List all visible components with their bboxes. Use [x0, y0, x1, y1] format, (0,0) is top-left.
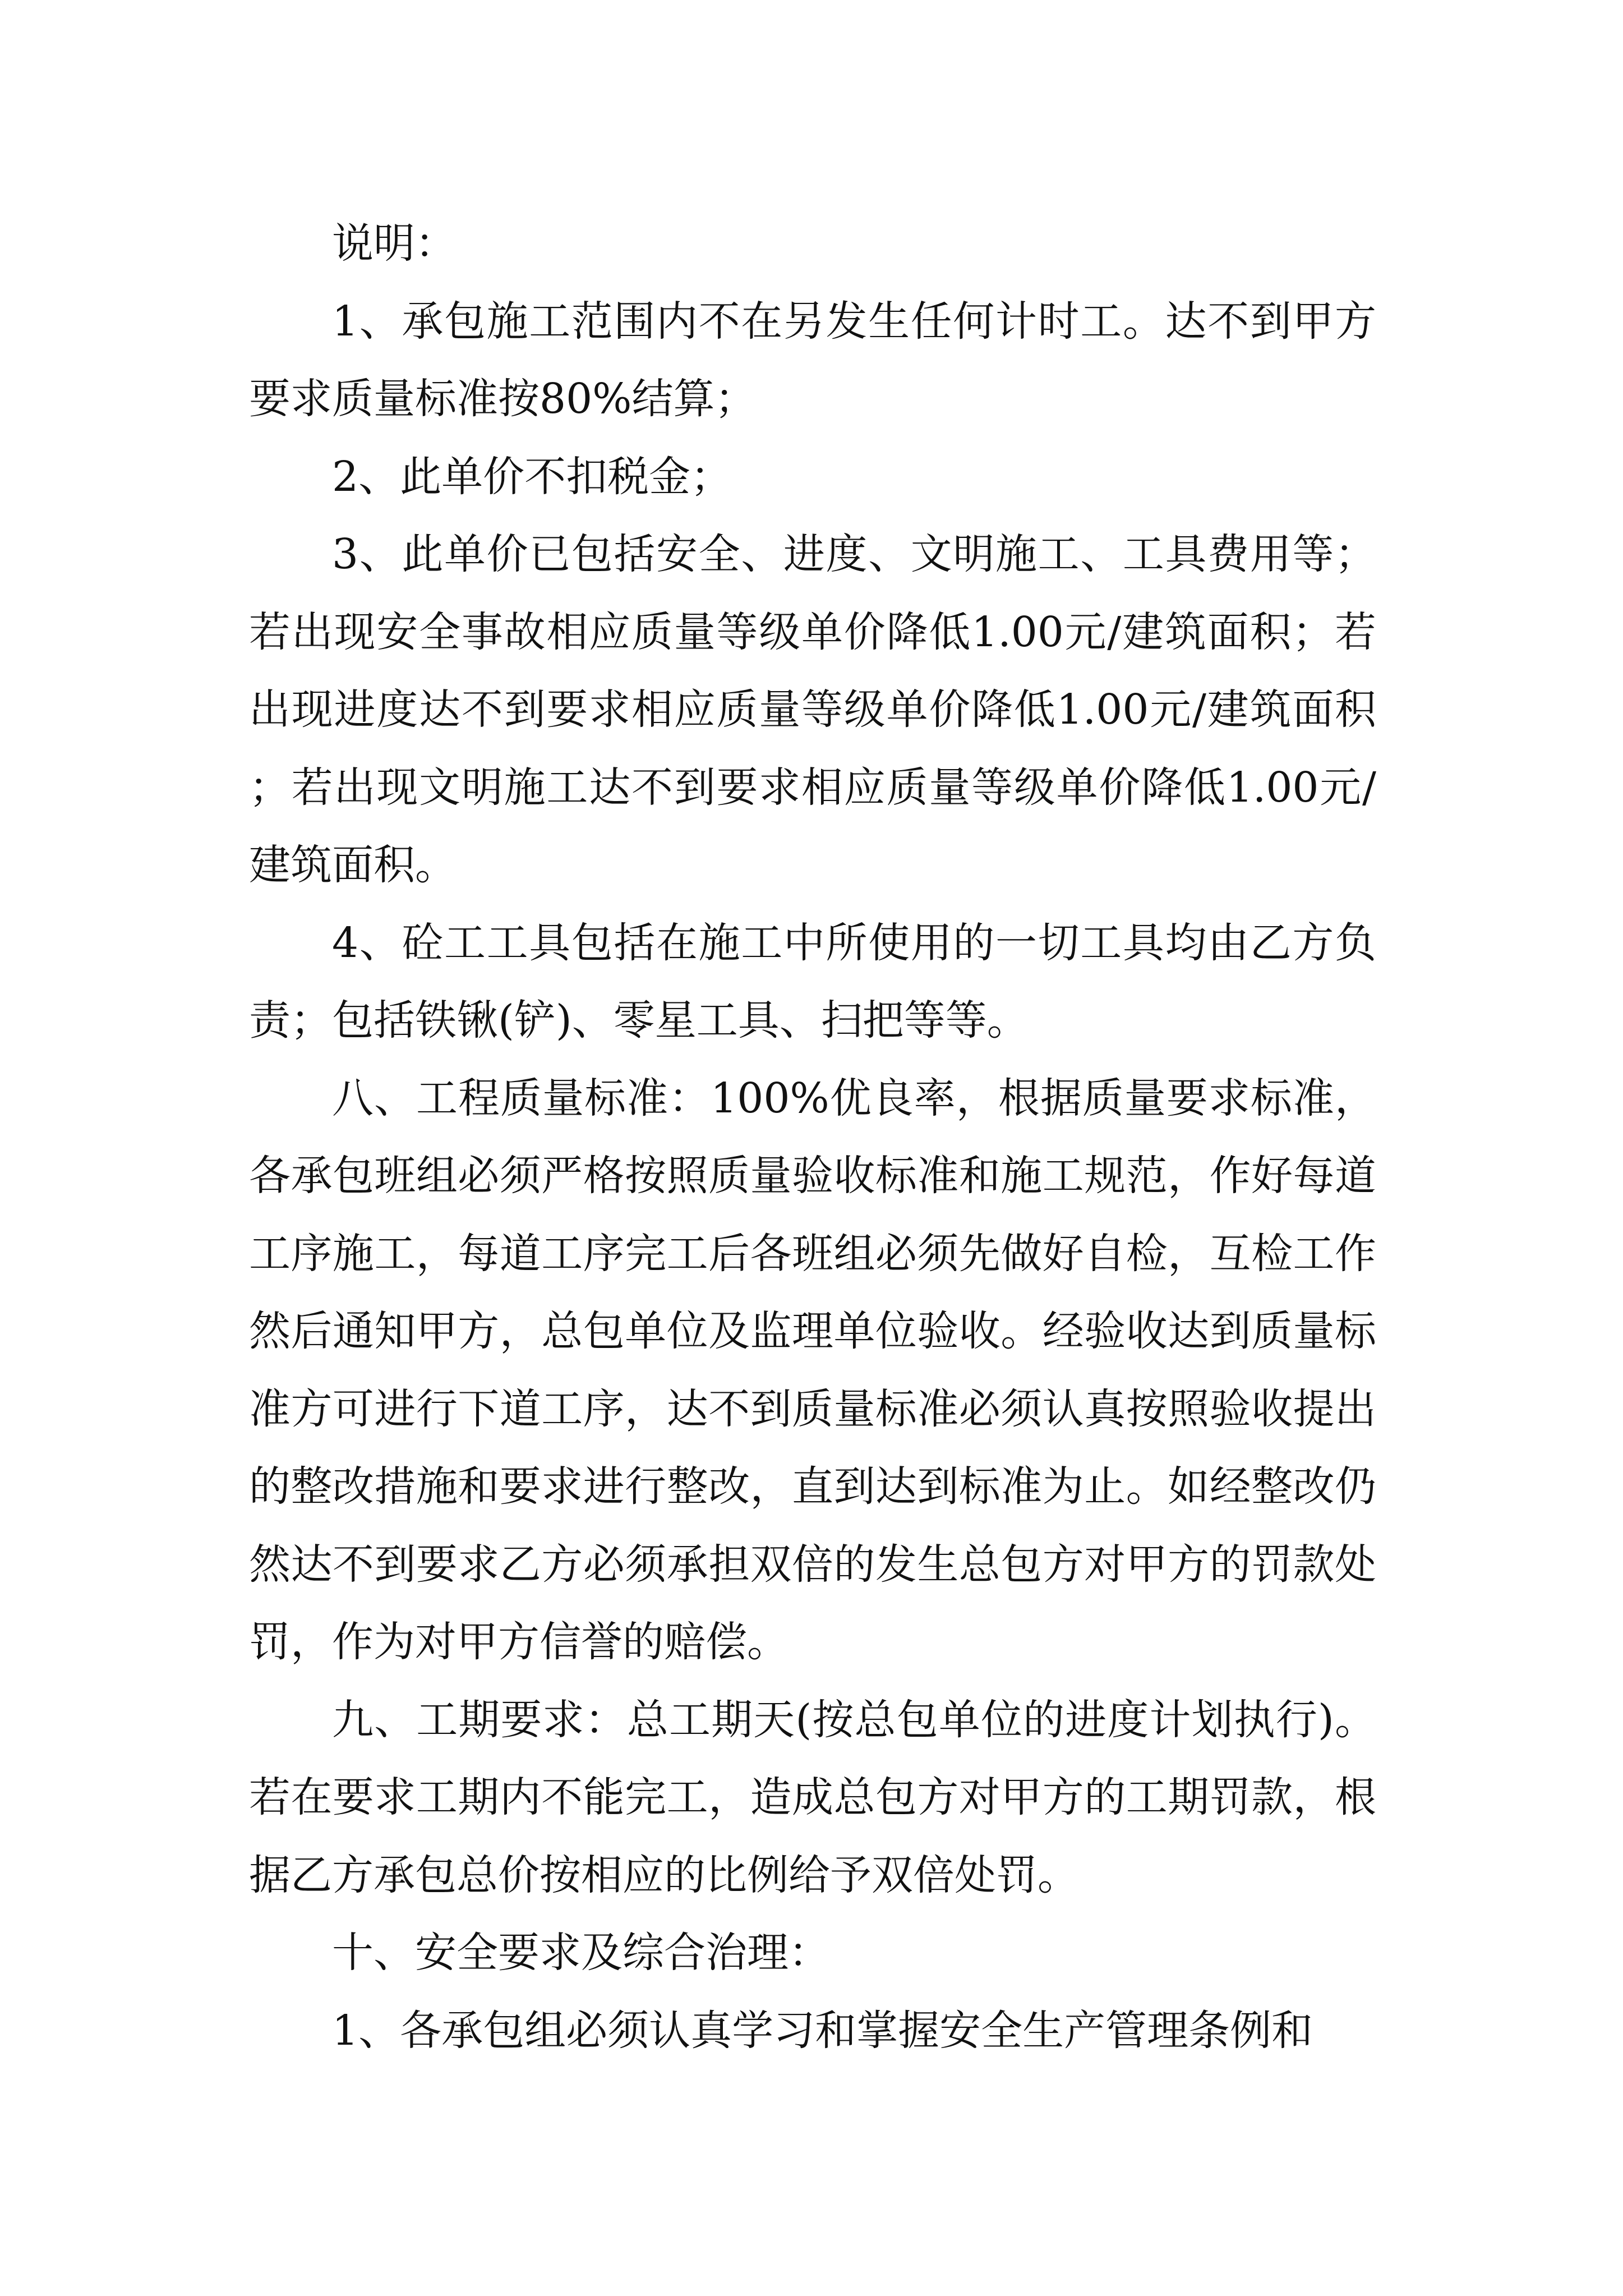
section-9-schedule: 九、工期要求：总工期天(按总包单位的进度计划执行)。若在要求工期内不能完工，造成总包方对甲方的工期罚款，根据乙方承包总价按相应的比例给予双倍处罚。: [249, 1695, 1376, 1899]
document-body: [249, 205, 1376, 2069]
section-heading-notes: 说明：: [332, 219, 457, 268]
safety-item-1: 1、各承包组必须认真学习和掌握安全生产管理条例和: [332, 2006, 1313, 2055]
note-item-1: 1、承包施工范围内不在另发生任何计时工。达不到甲方要求质量标准按80%结算；: [249, 297, 1376, 423]
note-item-2: 2、此单价不扣税金；: [332, 452, 732, 501]
note-item-3: 3、此单价已包括安全、进度、文明施工、工具费用等；若出现安全事故相应质量等级单价降低1.00元/建筑面积；若出现进度达不到要求相应质量等级单价降低1.00元/建筑面积；若出现文明施工达不到要求相应质量等级单价降低1.00元/建筑面积。: [249, 530, 1376, 889]
note-item-4: 4、砼工工具包括在施工中所使用的一切工具均由乙方负责；包括铁锹(铲)、零星工具、扫把等等。: [249, 918, 1376, 1045]
section-10-heading-safety: 十、安全要求及综合治理：: [332, 1929, 830, 1977]
section-8-quality-standard: 八、工程质量标准：100%优良率，根据质量要求标准，各承包班组必须严格按照质量验收标准和施工规范，作好每道工序施工，每道工序完工后各班组必须先做好自检，互检工作然后通知甲方，总包单位及监理单位验收。经验收达到质量标准方可进行下道工序，达不到质量标准必须认真按照验收提出的整改措施和要求进行整改，直到达到标准为止。如经整改仍然达不到要求乙方必须承担双倍的发生总包方对甲方的罚款处罚，作为对甲方信誉的赔偿。: [249, 1074, 1376, 1666]
